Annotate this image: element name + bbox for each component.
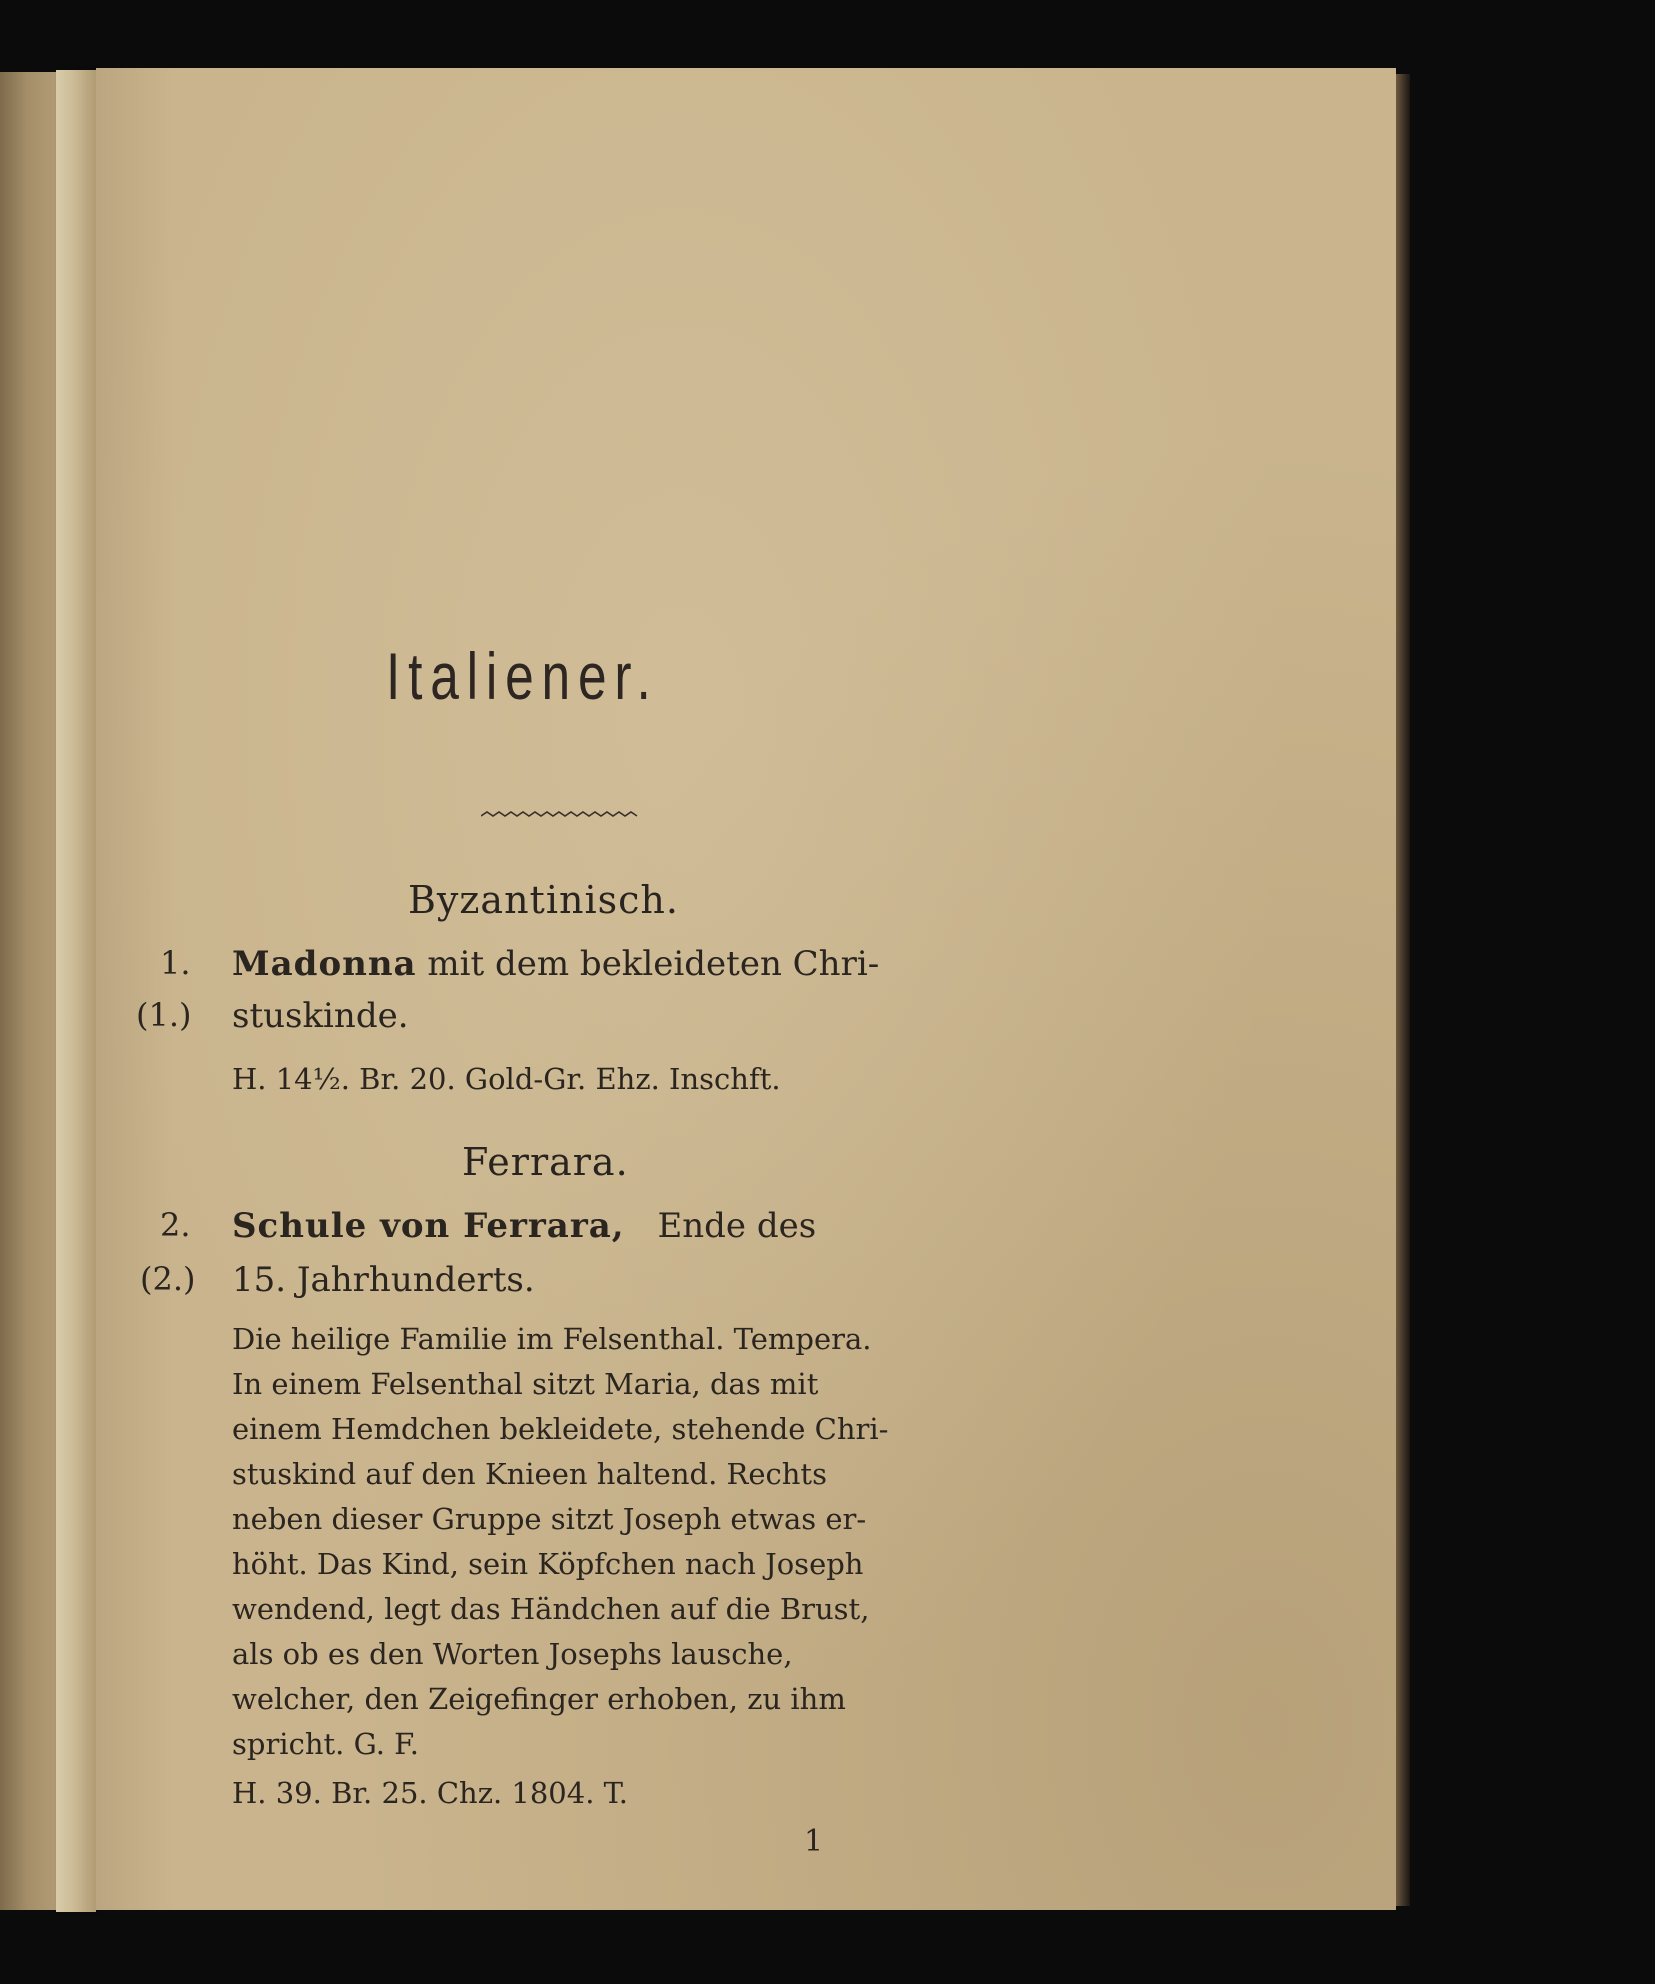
description-line: Die heilige Familie im Felsenthal. Tempera. <box>232 1322 872 1356</box>
ornament-divider <box>481 808 641 824</box>
left-page-edge <box>0 72 60 1910</box>
description-line: spricht. G. F. <box>232 1727 419 1761</box>
entry-title-line <box>232 944 879 984</box>
entry-title-bold: Madonna <box>232 944 417 984</box>
section-heading-ferrara: Ferrara. <box>462 1140 629 1184</box>
description-line: als ob es den Worten Josephs lausche, <box>232 1637 793 1671</box>
page-number: 1 <box>804 1824 824 1859</box>
entry-number: 1. <box>160 944 191 982</box>
description-line: wendend, legt das Händchen auf die Brust, <box>232 1592 870 1626</box>
entry-title-bold: Schule von Ferrara, <box>232 1206 625 1246</box>
description-line: neben dieser Gruppe sitzt Joseph etwas er- <box>232 1502 867 1536</box>
description-line: höht. Das Kind, sein Köpfchen nach Joseph <box>232 1547 864 1581</box>
description-line: welcher, den Zeigefinger erhoben, zu ihm <box>232 1682 846 1716</box>
inventory-number: (2.) <box>140 1260 196 1298</box>
description-line: einem Hemdchen bekleidete, stehende Chri- <box>232 1412 889 1446</box>
book-page <box>96 68 1396 1910</box>
entry-meta: H. 14½. Br. 20. Gold-Gr. Ehz. Inschft. <box>232 1062 781 1096</box>
section-heading-byzantinisch: Byzantinisch. <box>408 878 679 922</box>
description-line: In einem Felsenthal sitzt Maria, das mit <box>232 1367 819 1401</box>
entry-title-rest: mit dem bekleideten Chri- <box>427 944 880 984</box>
description-line: stuskind auf den Knieen haltend. Rechts <box>232 1457 827 1491</box>
entry-title-rest: Ende des <box>657 1206 817 1246</box>
page-stack-edge <box>1396 74 1410 1906</box>
inventory-number: (1.) <box>136 996 192 1034</box>
page-title: Italiener. <box>386 639 659 713</box>
entry-title-continuation: 15. Jahrhunderts. <box>232 1260 535 1300</box>
entry-title-line <box>232 1206 816 1246</box>
book-gutter <box>56 70 96 1912</box>
entry-number: 2. <box>160 1206 191 1244</box>
entry-title-continuation: stuskinde. <box>232 996 409 1036</box>
entry-meta: H. 39. Br. 25. Chz. 1804. T. <box>232 1776 628 1810</box>
